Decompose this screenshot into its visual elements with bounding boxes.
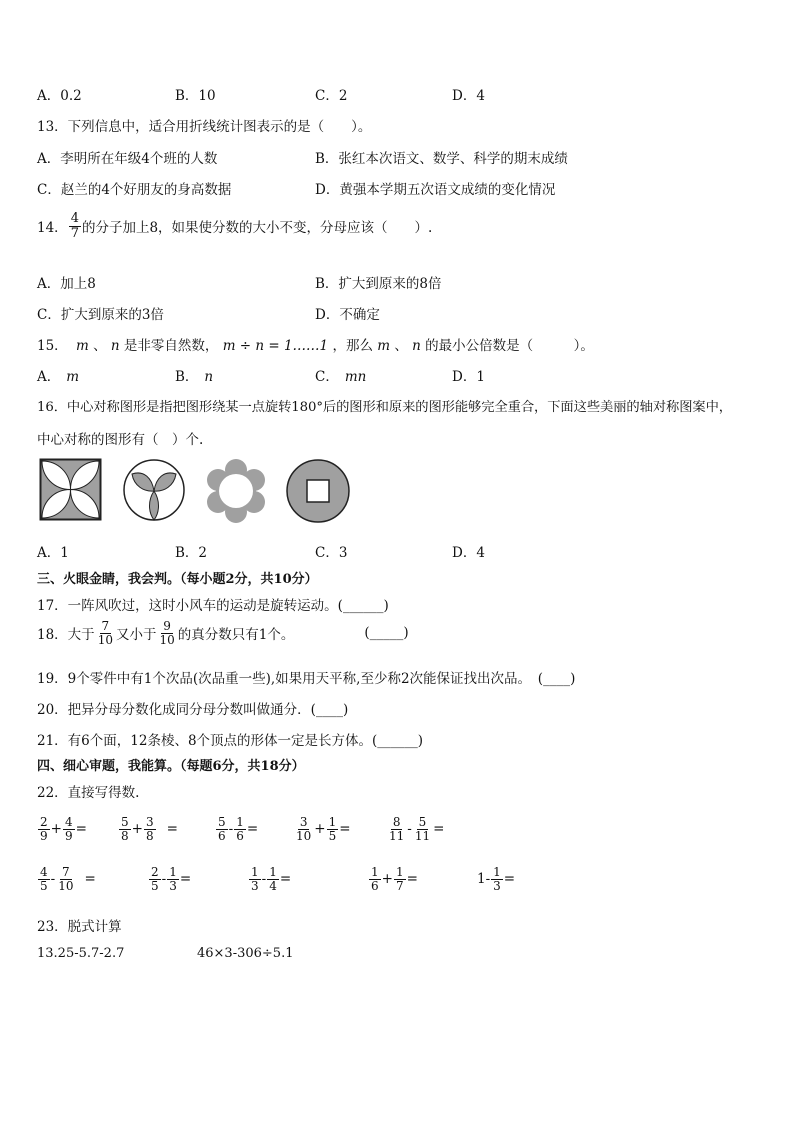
q14-fraction xyxy=(69,212,81,240)
section-4-heading: 四、细心审题，我能算。（每题6分，共18分） xyxy=(37,759,305,774)
q13-option-d: D．黄强本学期五次语文成绩的变化情况 xyxy=(315,182,556,198)
q22-r2-item-1: $\frac{4}{5}$ - $\frac{7}{10}$ = xyxy=(40,865,96,893)
q16-figure-coin xyxy=(285,458,351,524)
q23-expr-2: 46×3-306÷5.1 xyxy=(197,946,294,961)
q15-var-n: n xyxy=(110,338,120,354)
q22-r1-item-5: $\frac{8}{11}$ - $\frac{5}{11}$ = xyxy=(389,815,445,843)
q16-stem-line2: 中心对称的图形有（ ）个. xyxy=(37,432,204,448)
q18-text-b: 又小于 xyxy=(115,627,157,644)
q18-text-a: 18．大于 xyxy=(37,627,95,644)
q22-r1-item-3: $\frac{5}{6}$ - $\frac{1}{6}$ = xyxy=(218,815,259,843)
q19: 19．9个零件中有1个次品(次品重一些),如果用天平称,至少称2次能保证找出次品。 (____) xyxy=(37,671,576,687)
q16-option-c: C．3 xyxy=(315,545,348,561)
q14-rest: 的分子加上8，如果使分数的大小不变，分母应该（ ）. xyxy=(81,220,433,237)
q13-option-a: A．李明所在年级4个班的人数 xyxy=(37,151,218,167)
q15-var-m: m xyxy=(75,338,89,354)
q23-stem: 23．脱式计算 xyxy=(37,919,122,935)
q22-r2-item-2: $\frac{2}{5}$ - $\frac{1}{3}$ = xyxy=(151,865,192,893)
q15-option-b: B． n xyxy=(175,369,214,385)
q16-figure-circle-three-petals xyxy=(122,458,186,522)
q15-var-n-2: n xyxy=(412,338,421,354)
q18-text-c: 的真分数只有1个。 xyxy=(177,627,295,644)
q18-fraction-1 xyxy=(96,620,115,646)
q18 xyxy=(37,620,409,646)
q20: 20．把异分母分数化成同分母分数叫做通分．(____) xyxy=(37,702,349,718)
q12-option-c: C．2 xyxy=(315,88,348,104)
q16-figure-square-petals xyxy=(39,458,102,521)
q16-figure-flower xyxy=(203,458,269,524)
q21: 21．有6个面，12条棱、8个顶点的形体一定是长方体。(______) xyxy=(37,733,424,749)
q22-r1-item-1: $\frac{2}{9}$ + $\frac{4}{9}$ = xyxy=(40,815,87,843)
q15-text3: 的最小公倍数是（ ）。 xyxy=(425,338,594,354)
q14-option-b: B．扩大到原来的8倍 xyxy=(315,276,442,292)
q15-option-c: C． mn xyxy=(315,369,367,385)
q18-f1-numerator: 7 xyxy=(101,619,110,633)
q22-r2-item-4: $\frac{1}{6}$ + $\frac{1}{7}$ = xyxy=(371,865,418,893)
q16-option-d: D．4 xyxy=(452,545,485,561)
q12-option-d: D．4 xyxy=(452,88,485,104)
q22-stem: 22．直接写得数. xyxy=(37,785,140,801)
q15-text2: ，那么 xyxy=(332,338,373,354)
q18-f2-numerator: 9 xyxy=(163,619,171,633)
q15-separator-2: 、 xyxy=(394,338,408,354)
q14-option-a: A．加上8 xyxy=(37,276,96,292)
q15-number: 15． xyxy=(37,338,68,354)
q16-option-b: B．2 xyxy=(175,545,208,561)
q15-text1: 是非零自然数， xyxy=(123,338,219,354)
q23-expr-1: 13.25-5.7-2.7 xyxy=(37,946,125,961)
q22-r2-item-5: 1 - $\frac{1}{3}$ = xyxy=(477,865,516,893)
q12-option-b: B．10 xyxy=(175,88,216,104)
q16-option-a: A．1 xyxy=(37,545,69,561)
q14-option-c: C．扩大到原来的3倍 xyxy=(37,307,164,323)
q18-fraction-2 xyxy=(157,620,176,646)
q12-option-a: A．0.2 xyxy=(37,88,82,104)
q15-expression: m ÷ n = 1……1 xyxy=(222,338,329,354)
q18-f1-denominator: 10 xyxy=(97,632,113,647)
q14-number: 14． xyxy=(37,220,68,237)
q13-option-c: C．赵兰的4个好朋友的身高数据 xyxy=(37,182,232,198)
q13-option-b: B．张红本次语文、数学、科学的期末成绩 xyxy=(315,151,568,167)
q17: 17．一阵风吹过，这时小风车的运动是旋转运动。(______) xyxy=(37,598,389,614)
q15-var-m-2: m xyxy=(377,338,391,354)
q14-stem xyxy=(37,212,432,240)
q22-r1-item-2: $\frac{5}{8}$ + $\frac{3}{8}$ = xyxy=(121,815,178,843)
q22-r2-item-3: $\frac{1}{3}$ - $\frac{1}{4}$ = xyxy=(251,865,292,893)
q15-option-d: D．1 xyxy=(452,369,485,385)
q14-frac-denominator: 7 xyxy=(70,225,79,241)
q18-f2-denominator: 10 xyxy=(159,632,175,647)
q15-separator: 、 xyxy=(93,338,107,354)
q14-option-d: D．不确定 xyxy=(315,307,380,323)
q16-stem-line1: 16．中心对称图形是指把图形绕某一点旋转180°后的图形和原来的图形能够完全重合，下面这些美丽的轴对称图案中， xyxy=(37,400,732,415)
q15-stem xyxy=(37,334,594,354)
q14-frac-numerator: 4 xyxy=(70,211,79,226)
q15-option-a: A． m xyxy=(37,369,80,385)
q13-stem: 13．下列信息中，适合用折线统计图表示的是（ ）。 xyxy=(37,119,372,135)
q22-r1-item-4: $\frac{3}{10}$ + $\frac{1}{5}$ = xyxy=(296,815,351,843)
section-3-heading: 三、火眼金睛，我会判。（每小题2分，共10分） xyxy=(37,572,318,587)
q18-blank: (_____) xyxy=(364,625,409,642)
